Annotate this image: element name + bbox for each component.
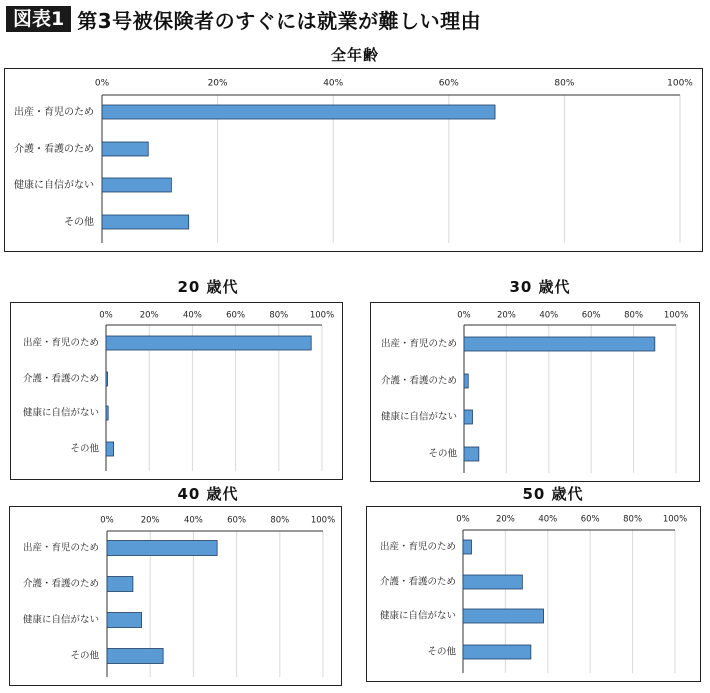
bar — [107, 577, 133, 592]
category-label: その他 — [70, 443, 99, 455]
x-tick-label: 0% — [100, 515, 114, 526]
x-tick-label: 100% — [663, 310, 689, 321]
x-tick-label: 40% — [539, 310, 559, 321]
bar — [106, 372, 108, 386]
x-tick-label: 20% — [495, 514, 515, 525]
x-tick-label: 20% — [207, 78, 228, 89]
chart-panel-50s — [366, 506, 701, 682]
chart-panel-40s — [9, 506, 342, 686]
category-label: その他 — [428, 448, 457, 460]
x-tick-label: 80% — [554, 78, 575, 89]
x-tick-label: 80% — [624, 310, 644, 321]
category-label: その他 — [64, 217, 94, 228]
x-tick-label: 80% — [623, 514, 643, 525]
category-label: その他 — [70, 650, 99, 662]
chart-title-20s: 20 歳代 — [177, 278, 239, 296]
x-tick-label: 40% — [323, 78, 344, 89]
bar — [102, 215, 189, 229]
chart-svg-20s — [11, 303, 342, 479]
x-tick-label: 60% — [581, 310, 601, 321]
chart-panel-20s — [10, 302, 343, 480]
bar — [464, 410, 472, 424]
bar — [464, 337, 655, 351]
bar — [106, 406, 108, 420]
category-label: 出産・育児のため — [22, 542, 99, 554]
figure-header — [6, 4, 481, 34]
x-tick-label: 60% — [438, 78, 459, 89]
category-label: 健康に自信がない — [14, 180, 94, 191]
category-label: 健康に自信がない — [22, 407, 99, 419]
category-label: 健康に自信がない — [379, 610, 456, 622]
chart-title-50s: 50 歳代 — [522, 485, 584, 503]
x-tick-label: 0% — [456, 514, 470, 525]
x-tick-label: 60% — [227, 515, 247, 526]
chart-svg-all-ages — [5, 69, 702, 251]
bar — [463, 609, 544, 623]
category-label: 介護・看護のため — [14, 144, 94, 155]
bar — [102, 142, 148, 156]
chart-title-30s: 30 歳代 — [509, 278, 571, 296]
x-tick-label: 100% — [310, 515, 336, 526]
category-label: 出産・育児のため — [380, 338, 457, 350]
x-tick-label: 20% — [139, 310, 159, 321]
bar — [463, 645, 531, 659]
chart-title-all-ages: 全年齢 — [330, 46, 380, 64]
chart-svg-30s — [371, 303, 699, 481]
x-tick-label: 0% — [94, 78, 110, 89]
x-tick-label: 20% — [140, 515, 160, 526]
x-tick-label: 20% — [496, 310, 516, 321]
chart-svg-40s — [10, 507, 341, 685]
bar — [106, 442, 114, 456]
x-tick-label: 40% — [538, 514, 558, 525]
x-tick-label: 0% — [457, 310, 471, 321]
x-tick-label: 60% — [580, 514, 600, 525]
x-tick-label: 0% — [99, 310, 113, 321]
bar — [107, 613, 142, 628]
category-label: 健康に自信がない — [22, 614, 99, 626]
bar — [463, 575, 522, 589]
category-label: 出産・育児のため — [379, 541, 456, 553]
bar — [102, 178, 171, 192]
bar — [464, 374, 468, 388]
x-tick-label: 40% — [182, 310, 202, 321]
x-tick-label: 100% — [309, 310, 335, 321]
bar — [464, 447, 479, 461]
bar — [463, 540, 471, 554]
chart-svg-50s — [367, 507, 700, 681]
bar — [102, 105, 495, 119]
figure-badge: 図表1 — [6, 6, 71, 32]
x-tick-label: 100% — [667, 78, 693, 89]
category-label: 介護・看護のため — [22, 373, 99, 385]
x-tick-label: 80% — [269, 310, 289, 321]
category-label: 出産・育児のため — [14, 107, 94, 118]
chart-panel-all-ages — [4, 68, 703, 252]
bar — [107, 649, 163, 664]
category-label: 介護・看護のため — [22, 578, 99, 590]
category-label: 介護・看護のため — [379, 576, 456, 588]
x-tick-label: 40% — [183, 515, 203, 526]
category-label: 健康に自信がない — [380, 411, 457, 423]
category-label: 出産・育児のため — [22, 337, 99, 349]
bar — [107, 541, 217, 556]
bar — [106, 336, 311, 350]
category-label: 介護・看護のため — [380, 375, 457, 387]
x-tick-label: 80% — [270, 515, 290, 526]
x-tick-label: 60% — [226, 310, 246, 321]
chart-title-40s: 40 歳代 — [177, 485, 239, 503]
x-tick-label: 100% — [662, 514, 688, 525]
category-label: その他 — [427, 646, 456, 658]
chart-panel-30s — [370, 302, 700, 482]
figure-title: 第3号被保険者のすぐには就業が難しい理由 — [77, 8, 482, 33]
